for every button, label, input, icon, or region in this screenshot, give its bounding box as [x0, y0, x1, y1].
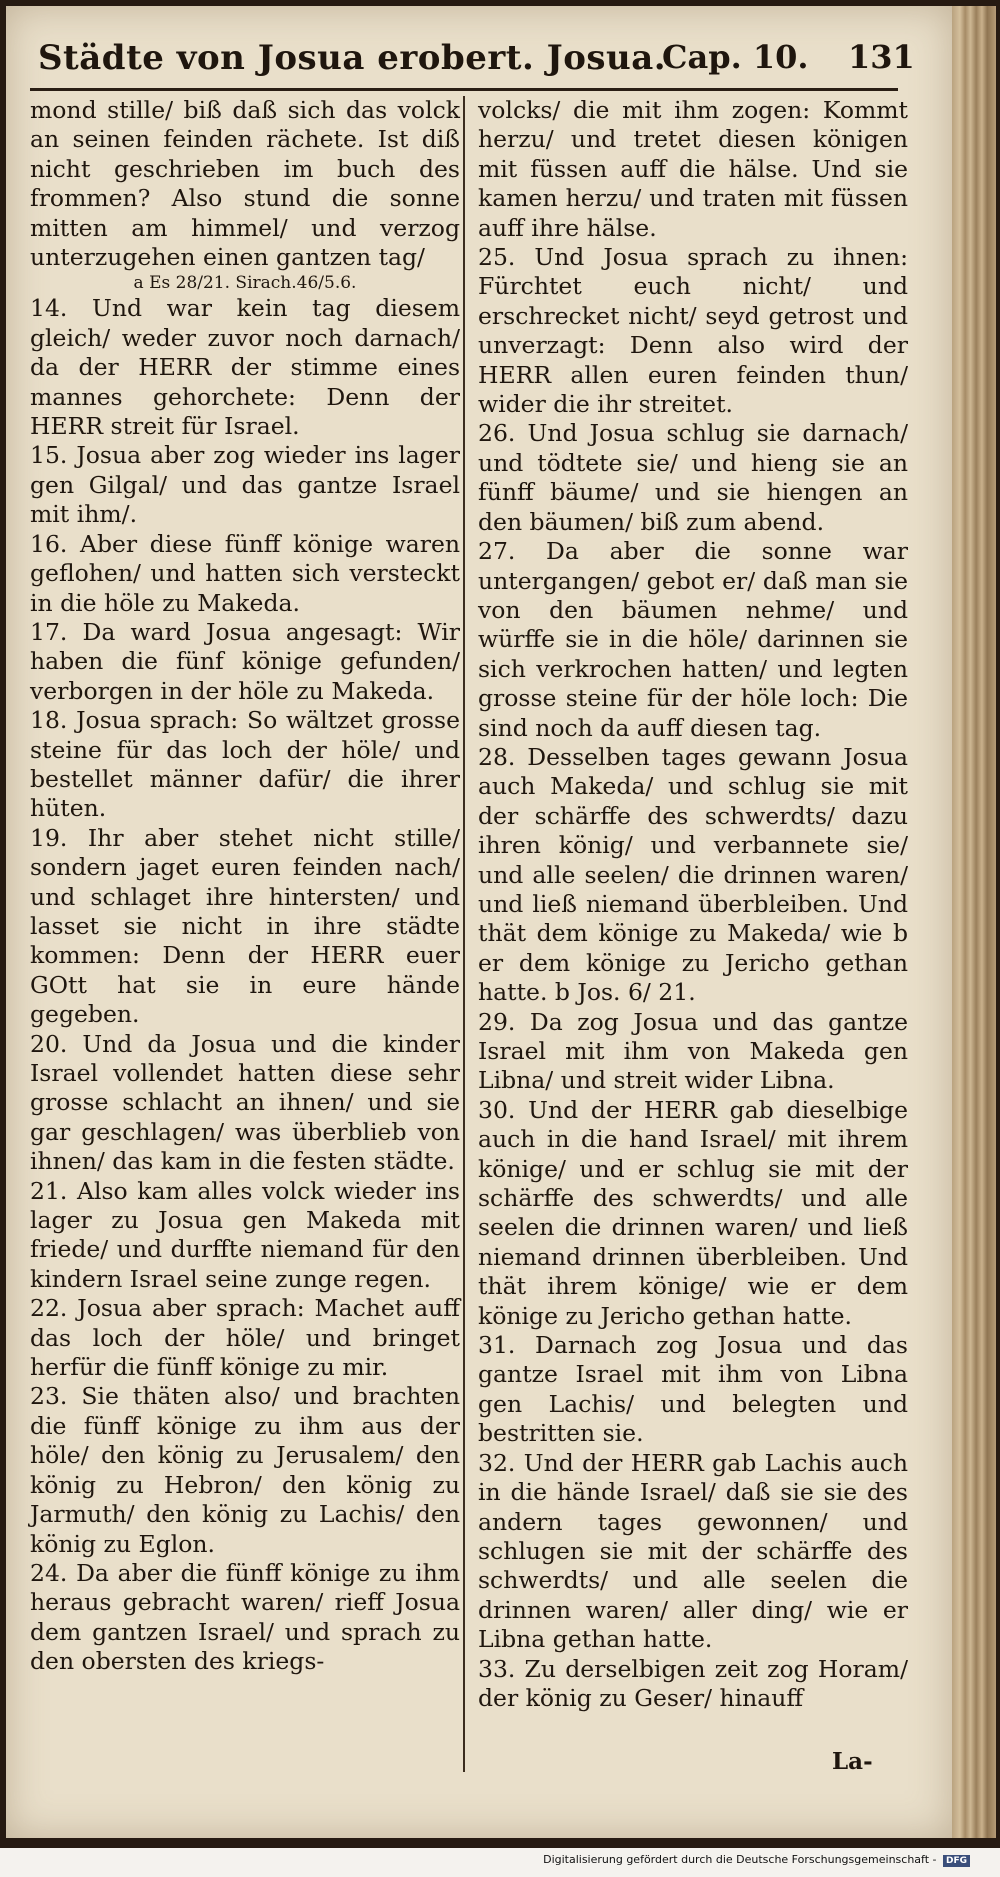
- dfg-logo: DFG: [943, 1855, 970, 1867]
- verse-21: 21. Also kam alles volck wieder ins lager zu Josua gen Makeda mit friede/ und durffte niemand für den kindern Israel seine zunge regen.: [30, 1176, 460, 1293]
- verse-28: 28. Desselben tages gewann Josua auch Makeda/ und schlug sie mit der schärffe des schwerdts/ dazu ihren könig/ und verbannete sie/ und alle seelen/ die drinnen waren/ und ließ niemand überbleiben. Und thät dem könige zu Makeda/ wie b er dem könige zu Jericho gethan hatte. b Jos. 6/ 21.: [478, 742, 908, 1007]
- verse-29: 29. Da zog Josua und das gantze Israel mit ihm von Makeda gen Libna/ und streit wider Libna.: [478, 1007, 908, 1095]
- verse-27: 27. Da aber die sonne war untergangen/ gebot er/ daß man sie von den bäumen nehme/ und würffe sie in die höle/ darinnen sie sich verkrochen hatten/ und legten grosse steine für der höle loch: Die sind noch da auff diesen tag.: [478, 537, 908, 742]
- right-column: [478, 96, 908, 1713]
- verse-24: 24. Da aber die fünff könige zu ihm heraus gebracht waren/ rieff Josua dem gantzen Israel/ und sprach zu den obersten des kriegs-: [30, 1558, 460, 1676]
- verse-16: 16. Aber diese fünff könige waren geflohen/ und hatten sich versteckt in die höle zu Makeda.: [30, 529, 460, 617]
- verse-14: 14. Und war kein tag diesem gleich/ weder zuvor noch darnach/ da der HERR der stimme eines mannes gehorchete: Denn der HERR streit für Israel.: [30, 294, 460, 441]
- verse-19: 19. Ihr aber stehet nicht stille/ sondern jaget euren feinden nach/ und schlaget ihre hintersten/ und lasset sie nicht in ihre städte kommen: Denn der HERR euer GOtt hat sie in eure hände gegeben.: [30, 823, 460, 1029]
- page-header: [30, 34, 930, 86]
- verse-17: 17. Da ward Josua angesagt: Wir haben die fünf könige gefunden/ verborgen in der höle zu Makeda.: [30, 617, 460, 705]
- page-number: 131: [848, 38, 915, 76]
- catchword: La-: [832, 1748, 873, 1775]
- verse-30: 30. Und der HERR gab dieselbige auch in die hand Israel/ mit ihrem könige/ und er schlug sie mit der schärffe des schwerdts/ und alle seelen die drinnen waren/ und ließ niemand drinnen überbleiben. Und thät ihrem könige/ wie er dem könige zu Jericho gethan hatte.: [478, 1095, 908, 1330]
- verse-15: 15. Josua aber zog wieder ins lager gen Gilgal/ und das gantze Israel mit ihm/.: [30, 441, 460, 529]
- verse-32: 32. Und der HERR gab Lachis auch in die hände Israel/ daß sie sie des andern tages gewonnen/ und schlugen sie mit der schärffe des schwerdts/ und alle seelen die drinnen waren/ aller ding/ wie er Libna gethan hatte.: [478, 1448, 908, 1654]
- verse-24-continued: volcks/ die mit ihm zogen: Kommt herzu/ und tretet diesen königen mit füssen auff die hälse. Und sie kamen herzu/ und traten mit füssen auff ihre hälse.: [478, 96, 908, 242]
- verse-33: 33. Zu derselbigen zeit zog Horam/ der könig zu Geser/ hinauff: [478, 1654, 908, 1712]
- verse-13-continued: mond stille/ biß daß sich das volck an seinen feinden rächete. Ist diß nicht geschrieben im buch des frommen? Also stund die sonne mitten am himmel/ und verzog unterzugehen einen gantzen tag/: [30, 96, 460, 272]
- verse-23: 23. Sie thäten also/ und brachten die fünff könige zu ihm aus der höle/ den könig zu Jerusalem/ den könig zu Hebron/ den könig zu Jarmuth/ den könig zu Lachis/ den könig zu Eglon.: [30, 1382, 460, 1558]
- left-column: [30, 96, 460, 1677]
- column-divider: [463, 96, 465, 1772]
- verse-20: 20. Und da Josua und die kinder Israel vollendet hatten diese sehr grosse schlacht an ihnen/ und sie gar geschlagen/ was überblieb von ihnen/ das kam in die festen städte.: [30, 1029, 460, 1176]
- verse-26: 26. Und Josua schlug sie darnach/ und tödtete sie/ und hieng sie an fünff bäume/ und sie hiengen an den bäumen/ biß zum abend.: [478, 419, 908, 536]
- verse-18: 18. Josua sprach: So wältzet grosse steine für das loch der höle/ und bestellet männer dafür/ die ihrer hüten.: [30, 706, 460, 823]
- digitization-credit: [543, 1853, 970, 1867]
- chapter-label: Cap. 10.: [662, 38, 809, 76]
- verse-22: 22. Josua aber sprach: Machet auff das loch der höle/ und bringet herfür die fünff könige zu mir.: [30, 1294, 460, 1382]
- running-title: Städte von Josua erobert. Josua.: [38, 38, 667, 78]
- credit-text: Digitalisierung gefördert durch die Deutsche Forschungsgemeinschaft -: [543, 1853, 937, 1866]
- verse-31: 31. Darnach zog Josua und das gantze Israel mit ihm von Libna gen Lachis/ und belegten und bestritten sie.: [478, 1331, 908, 1448]
- page-edge-stack: [952, 6, 996, 1838]
- cross-reference-a: a Es 28/21. Sirach.46/5.6.: [133, 273, 357, 294]
- header-rule: [30, 88, 898, 91]
- verse-25: 25. Und Josua sprach zu ihnen: Fürchtet euch nicht/ und erschrecket nicht/ seyd getrost und unverzagt: Denn also wird der HERR allen euren feinden thun/ wider die ihr streitet.: [478, 243, 908, 419]
